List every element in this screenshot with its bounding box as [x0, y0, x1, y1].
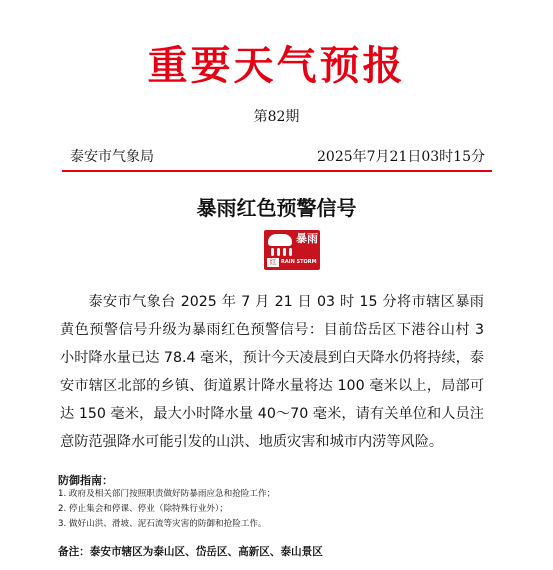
guidance-heading: 防御指南：: [58, 474, 113, 487]
list-item: 2. 停止集会和停课、停业（除特殊行业外）；: [58, 504, 228, 514]
raindrop-icon: [289, 248, 292, 256]
header-divider: [62, 170, 492, 172]
icon-english-label: RAIN STORM: [281, 259, 317, 265]
guidance-list: [58, 487, 275, 532]
rainstorm-red-icon: [264, 230, 320, 270]
issuing-agency: 泰安市气象局: [70, 149, 154, 165]
raindrop-icon: [283, 248, 286, 256]
page-title: 重要天气预报: [147, 42, 406, 89]
issue-number: 第82期: [253, 109, 300, 125]
cloud-icon: [268, 234, 292, 246]
raindrop-icon: [277, 248, 280, 256]
icon-glyph: 暴雨: [296, 232, 318, 245]
signal-title: 暴雨红色预警信号: [196, 196, 357, 220]
warning-body: 泰安市气象台 2025 年 7 月 21 日 03 时 15 分将市辖区暴雨黄色预警信号升级为暴雨红色预警信号：目前岱岳区下港谷山村 3 小时降水量已达 78.4 毫米，预计今天凌晨到白天降水仍将持续，泰安市辖区北部的乡镇、街道累计降水量将达 100 毫米以上，局部可达 150 毫米，最大小时降水量 40～70 毫米，请有关单位和人员注意防范强降水可能引发的山洪、地质灾害和城市内涝等风险。: [60, 294, 484, 450]
note: 备注：泰安市辖区为泰山区、岱岳区、高新区、泰山景区: [58, 546, 323, 558]
issue-datetime: 2025年7月21日03时15分: [317, 149, 485, 165]
list-item: 1. 政府及相关部门按照职责做好防暴雨应急和抢险工作；: [58, 489, 276, 499]
icon-level-label: 红: [267, 258, 279, 267]
raindrop-icon: [271, 248, 274, 256]
list-item: 3. 做好山洪、滑坡、泥石流等灾害的防御和抢险工作。: [58, 519, 267, 529]
